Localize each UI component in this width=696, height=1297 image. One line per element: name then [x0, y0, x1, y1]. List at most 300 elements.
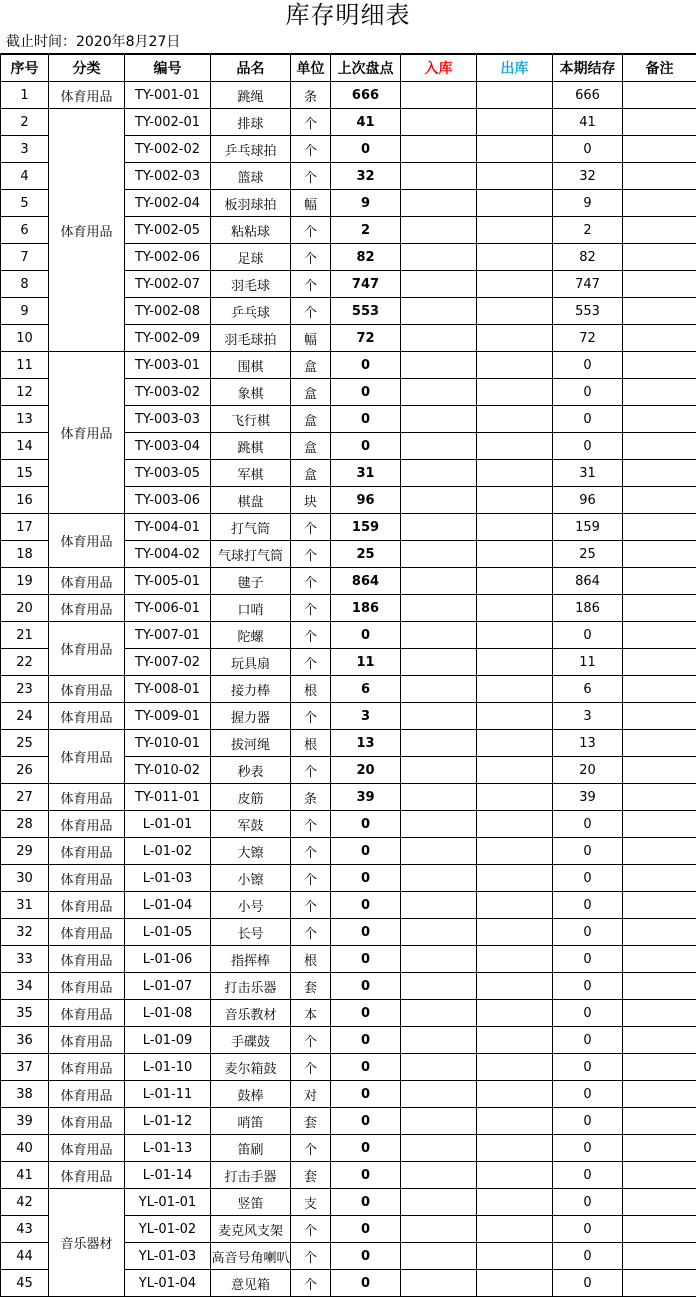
- cell-stock-in[interactable]: [401, 811, 477, 838]
- cell-balance[interactable]: 96: [553, 487, 623, 514]
- cell-unit[interactable]: 个: [291, 1270, 331, 1297]
- cell-balance[interactable]: 72: [553, 325, 623, 352]
- cell-category[interactable]: 体育用品: [49, 352, 125, 514]
- cell-name[interactable]: 军棋: [211, 460, 291, 487]
- cell-seq[interactable]: 2: [1, 109, 49, 136]
- cell-name[interactable]: 羽毛球拍: [211, 325, 291, 352]
- cell-name[interactable]: 打击乐器: [211, 973, 291, 1000]
- cell-category[interactable]: 体育用品: [49, 838, 125, 865]
- cell-last-count[interactable]: 72: [331, 325, 401, 352]
- cell-note[interactable]: [623, 919, 696, 946]
- cell-name[interactable]: 指挥棒: [211, 946, 291, 973]
- cell-seq[interactable]: 13: [1, 406, 49, 433]
- cell-stock-out[interactable]: [477, 109, 553, 136]
- cell-stock-out[interactable]: [477, 433, 553, 460]
- cell-code[interactable]: TY-002-01: [125, 109, 211, 136]
- cell-stock-in[interactable]: [401, 784, 477, 811]
- cell-balance[interactable]: 0: [553, 838, 623, 865]
- cell-stock-in[interactable]: [401, 757, 477, 784]
- cell-unit[interactable]: 本: [291, 1000, 331, 1027]
- cell-note[interactable]: [623, 892, 696, 919]
- cell-seq[interactable]: 14: [1, 433, 49, 460]
- cell-stock-in[interactable]: [401, 244, 477, 271]
- cell-code[interactable]: TY-002-08: [125, 298, 211, 325]
- cell-seq[interactable]: 6: [1, 217, 49, 244]
- cell-stock-in[interactable]: [401, 325, 477, 352]
- cell-stock-out[interactable]: [477, 703, 553, 730]
- cell-name[interactable]: 小镲: [211, 865, 291, 892]
- cell-stock-in[interactable]: [401, 1243, 477, 1270]
- cell-name[interactable]: 握力器: [211, 703, 291, 730]
- cell-name[interactable]: 竖笛: [211, 1189, 291, 1216]
- cell-category[interactable]: 体育用品: [49, 676, 125, 703]
- cell-stock-out[interactable]: [477, 865, 553, 892]
- cell-unit[interactable]: 个: [291, 1027, 331, 1054]
- cell-stock-in[interactable]: [401, 1081, 477, 1108]
- cell-balance[interactable]: 0: [553, 892, 623, 919]
- cell-balance[interactable]: 666: [553, 82, 623, 109]
- cell-code[interactable]: TY-006-01: [125, 595, 211, 622]
- cell-code[interactable]: TY-002-09: [125, 325, 211, 352]
- cell-seq[interactable]: 35: [1, 1000, 49, 1027]
- cell-last-count[interactable]: 31: [331, 460, 401, 487]
- cell-stock-out[interactable]: [477, 919, 553, 946]
- cell-stock-in[interactable]: [401, 460, 477, 487]
- cell-note[interactable]: [623, 271, 696, 298]
- cell-stock-out[interactable]: [477, 757, 553, 784]
- cell-unit[interactable]: 块: [291, 487, 331, 514]
- cell-code[interactable]: TY-001-01: [125, 82, 211, 109]
- cell-last-count[interactable]: 0: [331, 1135, 401, 1162]
- cell-unit[interactable]: 套: [291, 1162, 331, 1189]
- cell-balance[interactable]: 20: [553, 757, 623, 784]
- cell-note[interactable]: [623, 433, 696, 460]
- cell-balance[interactable]: 11: [553, 649, 623, 676]
- cell-last-count[interactable]: 0: [331, 1108, 401, 1135]
- cell-last-count[interactable]: 0: [331, 1162, 401, 1189]
- cell-note[interactable]: [623, 1135, 696, 1162]
- cell-stock-in[interactable]: [401, 892, 477, 919]
- cell-unit[interactable]: 个: [291, 622, 331, 649]
- cell-unit[interactable]: 套: [291, 973, 331, 1000]
- cell-seq[interactable]: 12: [1, 379, 49, 406]
- cell-code[interactable]: TY-008-01: [125, 676, 211, 703]
- cell-last-count[interactable]: 0: [331, 379, 401, 406]
- cell-last-count[interactable]: 20: [331, 757, 401, 784]
- cell-last-count[interactable]: 0: [331, 919, 401, 946]
- cell-stock-in[interactable]: [401, 1000, 477, 1027]
- cell-stock-out[interactable]: [477, 460, 553, 487]
- cell-stock-out[interactable]: [477, 1189, 553, 1216]
- cell-stock-out[interactable]: [477, 217, 553, 244]
- cell-stock-out[interactable]: [477, 325, 553, 352]
- cell-name[interactable]: 皮筋: [211, 784, 291, 811]
- cell-last-count[interactable]: 9: [331, 190, 401, 217]
- cell-stock-out[interactable]: [477, 649, 553, 676]
- cell-stock-in[interactable]: [401, 838, 477, 865]
- cell-note[interactable]: [623, 514, 696, 541]
- cell-note[interactable]: [623, 865, 696, 892]
- cell-seq[interactable]: 1: [1, 82, 49, 109]
- header-balance[interactable]: 本期结存: [553, 55, 623, 82]
- cell-seq[interactable]: 7: [1, 244, 49, 271]
- cell-name[interactable]: 玩具扇: [211, 649, 291, 676]
- cell-balance[interactable]: 0: [553, 973, 623, 1000]
- cell-stock-out[interactable]: [477, 676, 553, 703]
- cell-stock-in[interactable]: [401, 298, 477, 325]
- cell-stock-out[interactable]: [477, 406, 553, 433]
- cell-unit[interactable]: 套: [291, 1108, 331, 1135]
- cell-code[interactable]: TY-003-01: [125, 352, 211, 379]
- cell-note[interactable]: [623, 541, 696, 568]
- cell-note[interactable]: [623, 1189, 696, 1216]
- cell-balance[interactable]: 0: [553, 379, 623, 406]
- cell-stock-out[interactable]: [477, 1243, 553, 1270]
- cell-unit[interactable]: 根: [291, 676, 331, 703]
- header-code[interactable]: 编号: [125, 55, 211, 82]
- cell-seq[interactable]: 17: [1, 514, 49, 541]
- cell-last-count[interactable]: 3: [331, 703, 401, 730]
- cell-note[interactable]: [623, 406, 696, 433]
- cell-stock-in[interactable]: [401, 541, 477, 568]
- cell-category[interactable]: 体育用品: [49, 1162, 125, 1189]
- cell-code[interactable]: L-01-07: [125, 973, 211, 1000]
- cell-seq[interactable]: 4: [1, 163, 49, 190]
- cell-stock-out[interactable]: [477, 1216, 553, 1243]
- cell-note[interactable]: [623, 109, 696, 136]
- cell-seq[interactable]: 44: [1, 1243, 49, 1270]
- cell-code[interactable]: TY-002-07: [125, 271, 211, 298]
- cell-note[interactable]: [623, 244, 696, 271]
- cell-note[interactable]: [623, 676, 696, 703]
- cell-stock-in[interactable]: [401, 676, 477, 703]
- cell-name[interactable]: 高音号角喇叭: [211, 1243, 291, 1270]
- cell-note[interactable]: [623, 973, 696, 1000]
- cell-category[interactable]: 体育用品: [49, 892, 125, 919]
- cell-seq[interactable]: 5: [1, 190, 49, 217]
- cell-seq[interactable]: 26: [1, 757, 49, 784]
- cell-note[interactable]: [623, 595, 696, 622]
- cell-note[interactable]: [623, 946, 696, 973]
- cell-code[interactable]: TY-005-01: [125, 568, 211, 595]
- cell-stock-out[interactable]: [477, 784, 553, 811]
- cell-stock-in[interactable]: [401, 730, 477, 757]
- cell-name[interactable]: 长号: [211, 919, 291, 946]
- cell-stock-in[interactable]: [401, 622, 477, 649]
- cell-stock-out[interactable]: [477, 541, 553, 568]
- cell-stock-in[interactable]: [401, 595, 477, 622]
- cell-code[interactable]: TY-002-04: [125, 190, 211, 217]
- cell-unit[interactable]: 个: [291, 298, 331, 325]
- cell-name[interactable]: 大镲: [211, 838, 291, 865]
- cell-balance[interactable]: 0: [553, 1270, 623, 1297]
- cell-note[interactable]: [623, 1027, 696, 1054]
- cell-stock-in[interactable]: [401, 1189, 477, 1216]
- cell-stock-in[interactable]: [401, 703, 477, 730]
- cell-stock-in[interactable]: [401, 946, 477, 973]
- cell-last-count[interactable]: 0: [331, 352, 401, 379]
- cell-unit[interactable]: 个: [291, 757, 331, 784]
- cell-balance[interactable]: 6: [553, 676, 623, 703]
- cell-stock-in[interactable]: [401, 514, 477, 541]
- cell-last-count[interactable]: 0: [331, 811, 401, 838]
- cell-name[interactable]: 飞行棋: [211, 406, 291, 433]
- cell-code[interactable]: L-01-09: [125, 1027, 211, 1054]
- cell-seq[interactable]: 33: [1, 946, 49, 973]
- cell-unit[interactable]: 盒: [291, 406, 331, 433]
- cell-note[interactable]: [623, 136, 696, 163]
- cell-unit[interactable]: 个: [291, 838, 331, 865]
- cell-balance[interactable]: 747: [553, 271, 623, 298]
- cell-unit[interactable]: 盒: [291, 352, 331, 379]
- cell-balance[interactable]: 0: [553, 1054, 623, 1081]
- cell-stock-out[interactable]: [477, 352, 553, 379]
- cell-stock-out[interactable]: [477, 892, 553, 919]
- cell-unit[interactable]: 盒: [291, 379, 331, 406]
- cell-seq[interactable]: 9: [1, 298, 49, 325]
- cell-category[interactable]: 音乐器材: [49, 1189, 125, 1297]
- cell-name[interactable]: 意见箱: [211, 1270, 291, 1297]
- cell-note[interactable]: [623, 1162, 696, 1189]
- header-stock-in[interactable]: 入库: [401, 55, 477, 82]
- cell-code[interactable]: TY-003-02: [125, 379, 211, 406]
- cell-seq[interactable]: 42: [1, 1189, 49, 1216]
- cell-note[interactable]: [623, 649, 696, 676]
- cell-note[interactable]: [623, 703, 696, 730]
- cell-note[interactable]: [623, 325, 696, 352]
- cell-stock-out[interactable]: [477, 946, 553, 973]
- cell-last-count[interactable]: 0: [331, 622, 401, 649]
- cell-code[interactable]: TY-009-01: [125, 703, 211, 730]
- cell-last-count[interactable]: 11: [331, 649, 401, 676]
- cell-stock-out[interactable]: [477, 298, 553, 325]
- cell-stock-out[interactable]: [477, 514, 553, 541]
- cell-unit[interactable]: 个: [291, 865, 331, 892]
- cell-category[interactable]: 体育用品: [49, 865, 125, 892]
- cell-unit[interactable]: 个: [291, 109, 331, 136]
- cell-seq[interactable]: 41: [1, 1162, 49, 1189]
- cell-unit[interactable]: 幅: [291, 325, 331, 352]
- cell-name[interactable]: 麦尔箱鼓: [211, 1054, 291, 1081]
- cell-last-count[interactable]: 41: [331, 109, 401, 136]
- cell-code[interactable]: TY-007-02: [125, 649, 211, 676]
- cell-unit[interactable]: 根: [291, 730, 331, 757]
- cell-unit[interactable]: 个: [291, 568, 331, 595]
- cell-seq[interactable]: 30: [1, 865, 49, 892]
- cell-category[interactable]: 体育用品: [49, 595, 125, 622]
- cell-code[interactable]: L-01-13: [125, 1135, 211, 1162]
- cell-note[interactable]: [623, 568, 696, 595]
- cell-category[interactable]: 体育用品: [49, 82, 125, 109]
- cell-stock-in[interactable]: [401, 568, 477, 595]
- cell-balance[interactable]: 0: [553, 1081, 623, 1108]
- cell-code[interactable]: TY-003-06: [125, 487, 211, 514]
- cell-category[interactable]: 体育用品: [49, 1135, 125, 1162]
- cell-code[interactable]: YL-01-04: [125, 1270, 211, 1297]
- cell-unit[interactable]: 个: [291, 244, 331, 271]
- cell-last-count[interactable]: 0: [331, 1189, 401, 1216]
- cell-balance[interactable]: 0: [553, 136, 623, 163]
- cell-balance[interactable]: 0: [553, 1162, 623, 1189]
- cell-last-count[interactable]: 553: [331, 298, 401, 325]
- cell-code[interactable]: TY-004-02: [125, 541, 211, 568]
- cell-category[interactable]: 体育用品: [49, 1081, 125, 1108]
- cell-seq[interactable]: 20: [1, 595, 49, 622]
- cell-last-count[interactable]: 159: [331, 514, 401, 541]
- cell-seq[interactable]: 34: [1, 973, 49, 1000]
- cell-note[interactable]: [623, 1216, 696, 1243]
- cell-unit[interactable]: 个: [291, 1216, 331, 1243]
- cell-name[interactable]: 哨笛: [211, 1108, 291, 1135]
- cell-balance[interactable]: 82: [553, 244, 623, 271]
- cell-last-count[interactable]: 82: [331, 244, 401, 271]
- cell-stock-out[interactable]: [477, 1162, 553, 1189]
- cell-code[interactable]: TY-003-03: [125, 406, 211, 433]
- cell-seq[interactable]: 32: [1, 919, 49, 946]
- cell-note[interactable]: [623, 379, 696, 406]
- cell-balance[interactable]: 186: [553, 595, 623, 622]
- cell-stock-out[interactable]: [477, 595, 553, 622]
- cell-unit[interactable]: 根: [291, 946, 331, 973]
- cell-stock-in[interactable]: [401, 190, 477, 217]
- cell-stock-in[interactable]: [401, 109, 477, 136]
- cell-stock-in[interactable]: [401, 433, 477, 460]
- cell-note[interactable]: [623, 82, 696, 109]
- cell-unit[interactable]: 条: [291, 784, 331, 811]
- cell-code[interactable]: L-01-12: [125, 1108, 211, 1135]
- cell-seq[interactable]: 18: [1, 541, 49, 568]
- cell-category[interactable]: 体育用品: [49, 1000, 125, 1027]
- cell-category[interactable]: 体育用品: [49, 730, 125, 784]
- cell-category[interactable]: 体育用品: [49, 703, 125, 730]
- cell-last-count[interactable]: 0: [331, 433, 401, 460]
- cell-seq[interactable]: 23: [1, 676, 49, 703]
- header-stock-out[interactable]: 出库: [477, 55, 553, 82]
- cell-last-count[interactable]: 32: [331, 163, 401, 190]
- cell-unit[interactable]: 个: [291, 1243, 331, 1270]
- cell-code[interactable]: L-01-11: [125, 1081, 211, 1108]
- cell-last-count[interactable]: 0: [331, 1270, 401, 1297]
- cell-seq[interactable]: 45: [1, 1270, 49, 1297]
- cell-balance[interactable]: 0: [553, 1216, 623, 1243]
- cell-seq[interactable]: 37: [1, 1054, 49, 1081]
- cell-last-count[interactable]: 0: [331, 1216, 401, 1243]
- cell-name[interactable]: 打气筒: [211, 514, 291, 541]
- cell-balance[interactable]: 0: [553, 946, 623, 973]
- cell-stock-in[interactable]: [401, 865, 477, 892]
- cell-seq[interactable]: 28: [1, 811, 49, 838]
- cell-last-count[interactable]: 0: [331, 1027, 401, 1054]
- cell-stock-in[interactable]: [401, 1270, 477, 1297]
- cell-stock-in[interactable]: [401, 379, 477, 406]
- cell-code[interactable]: TY-003-05: [125, 460, 211, 487]
- cell-note[interactable]: [623, 352, 696, 379]
- cell-code[interactable]: L-01-03: [125, 865, 211, 892]
- header-note[interactable]: 备注: [623, 55, 696, 82]
- cell-stock-out[interactable]: [477, 1135, 553, 1162]
- cell-stock-out[interactable]: [477, 82, 553, 109]
- cell-category[interactable]: 体育用品: [49, 1027, 125, 1054]
- cell-stock-in[interactable]: [401, 1027, 477, 1054]
- cell-seq[interactable]: 8: [1, 271, 49, 298]
- cell-seq[interactable]: 27: [1, 784, 49, 811]
- cell-seq[interactable]: 36: [1, 1027, 49, 1054]
- cell-balance[interactable]: 0: [553, 622, 623, 649]
- cell-stock-out[interactable]: [477, 1054, 553, 1081]
- cell-category[interactable]: 体育用品: [49, 568, 125, 595]
- cell-name[interactable]: 口哨: [211, 595, 291, 622]
- cell-seq[interactable]: 3: [1, 136, 49, 163]
- cell-last-count[interactable]: 13: [331, 730, 401, 757]
- cell-seq[interactable]: 11: [1, 352, 49, 379]
- cell-balance[interactable]: 25: [553, 541, 623, 568]
- cell-seq[interactable]: 40: [1, 1135, 49, 1162]
- cell-note[interactable]: [623, 1054, 696, 1081]
- cell-note[interactable]: [623, 1243, 696, 1270]
- cell-category[interactable]: 体育用品: [49, 811, 125, 838]
- cell-balance[interactable]: 39: [553, 784, 623, 811]
- cell-seq[interactable]: 39: [1, 1108, 49, 1135]
- cell-name[interactable]: 音乐教材: [211, 1000, 291, 1027]
- cell-stock-in[interactable]: [401, 649, 477, 676]
- cell-code[interactable]: L-01-01: [125, 811, 211, 838]
- cell-stock-in[interactable]: [401, 1054, 477, 1081]
- cell-code[interactable]: L-01-06: [125, 946, 211, 973]
- cell-stock-in[interactable]: [401, 82, 477, 109]
- cell-balance[interactable]: 3: [553, 703, 623, 730]
- cell-balance[interactable]: 0: [553, 919, 623, 946]
- cell-name[interactable]: 跳绳: [211, 82, 291, 109]
- cell-name[interactable]: 跳棋: [211, 433, 291, 460]
- cell-note[interactable]: [623, 1081, 696, 1108]
- cell-unit[interactable]: 个: [291, 1054, 331, 1081]
- cell-seq[interactable]: 10: [1, 325, 49, 352]
- cell-code[interactable]: TY-011-01: [125, 784, 211, 811]
- cell-code[interactable]: YL-01-03: [125, 1243, 211, 1270]
- header-category[interactable]: 分类: [49, 55, 125, 82]
- cell-seq[interactable]: 31: [1, 892, 49, 919]
- cell-seq[interactable]: 19: [1, 568, 49, 595]
- cell-unit[interactable]: 个: [291, 163, 331, 190]
- cell-unit[interactable]: 个: [291, 919, 331, 946]
- cell-stock-out[interactable]: [477, 1081, 553, 1108]
- header-last-count[interactable]: 上次盘点: [331, 55, 401, 82]
- cell-name[interactable]: 乒乓球: [211, 298, 291, 325]
- cell-category[interactable]: 体育用品: [49, 514, 125, 568]
- cell-balance[interactable]: 9: [553, 190, 623, 217]
- cell-balance[interactable]: 41: [553, 109, 623, 136]
- cell-name[interactable]: 围棋: [211, 352, 291, 379]
- cell-stock-out[interactable]: [477, 190, 553, 217]
- cell-code[interactable]: L-01-05: [125, 919, 211, 946]
- cell-name[interactable]: 板羽球拍: [211, 190, 291, 217]
- cell-stock-in[interactable]: [401, 1108, 477, 1135]
- cell-stock-out[interactable]: [477, 1000, 553, 1027]
- cell-unit[interactable]: 个: [291, 1135, 331, 1162]
- cell-stock-in[interactable]: [401, 919, 477, 946]
- cell-name[interactable]: 陀螺: [211, 622, 291, 649]
- cell-code[interactable]: TY-002-03: [125, 163, 211, 190]
- cell-last-count[interactable]: 6: [331, 676, 401, 703]
- cell-unit[interactable]: 个: [291, 136, 331, 163]
- cell-note[interactable]: [623, 1108, 696, 1135]
- cell-stock-in[interactable]: [401, 1135, 477, 1162]
- cell-name[interactable]: 麦克风支架: [211, 1216, 291, 1243]
- cell-note[interactable]: [623, 460, 696, 487]
- cell-category[interactable]: 体育用品: [49, 1108, 125, 1135]
- cell-code[interactable]: TY-007-01: [125, 622, 211, 649]
- cell-stock-out[interactable]: [477, 838, 553, 865]
